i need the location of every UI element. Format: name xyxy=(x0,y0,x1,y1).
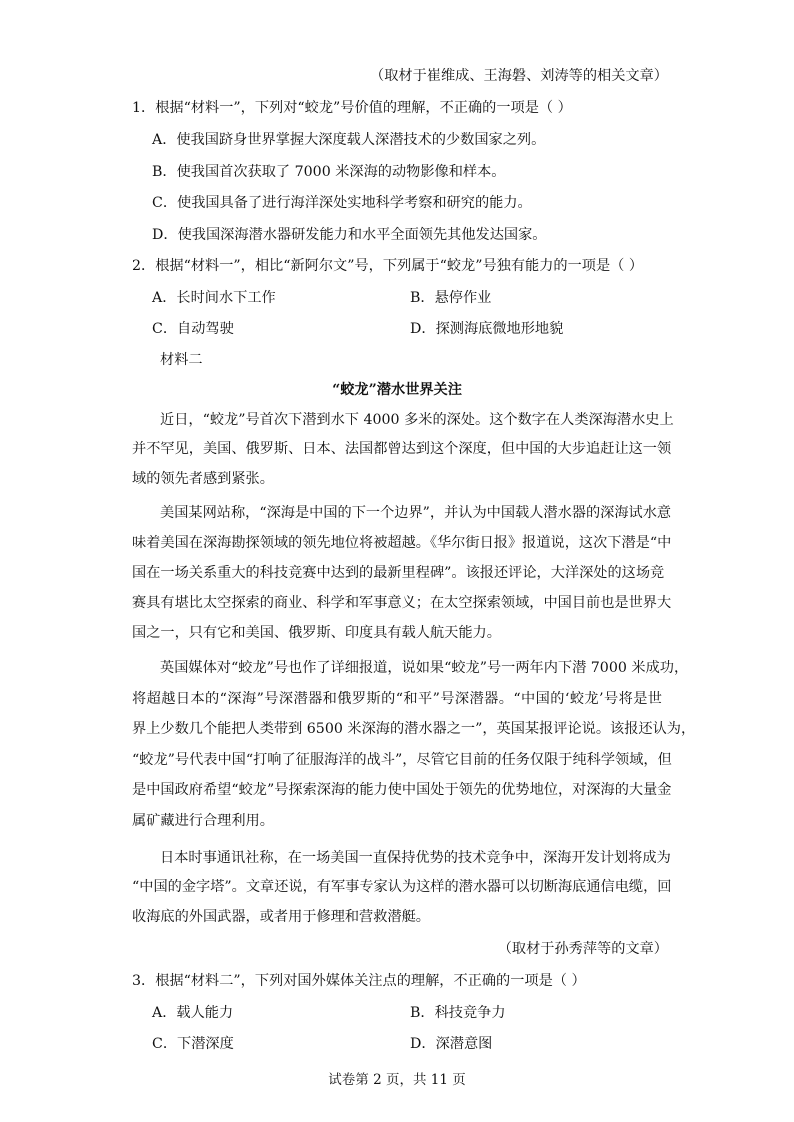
question-3-option-c[interactable]: C．下潜深度 xyxy=(152,1036,234,1052)
paragraph-1-line: 并不罕见，美国、俄罗斯、日本、法国都曾达到这个深度，但中国的大步追赶让这一领 xyxy=(132,441,672,457)
question-2-stem: 2．根据“材料一”，相比“新阿尔文”号，下列属于“蛟龙”号独有能力的一项是（ ） xyxy=(132,258,644,274)
question-3-option-b[interactable]: B．科技竞争力 xyxy=(410,1005,506,1021)
source-citation-2: （取材于孙秀萍等的文章） xyxy=(497,941,668,957)
paragraph-1-line: 域的领先者感到紧张。 xyxy=(132,471,274,487)
paragraph-3-line: “蛟龙”号代表中国“打响了征服海洋的战斗”，尽管它目前的任务仅限于纯科学领域，但 xyxy=(132,752,672,768)
paragraph-4-line: 日本时事通讯社称，在一场美国一直保持优势的技术竞争中，深海开发计划将成为 xyxy=(160,850,671,866)
paragraph-2-line: 赛具有堪比太空探索的商业、科学和军事意义；在太空探索领域，中国目前也是世界大 xyxy=(132,595,672,611)
question-1-option-a[interactable]: A．使我国跻身世界掌握大深度载人深潜技术的少数国家之列。 xyxy=(152,132,546,148)
paragraph-2-line: 味着美国在深海勘探领域的领先地位将被超越。《华尔街日报》报道说，这次下潜是“中 xyxy=(132,535,672,551)
question-2-option-a[interactable]: A．长时间水下工作 xyxy=(152,290,276,306)
paragraph-3-line: 是中国政府希望“蛟龙”号探索深海的能力使中国处于领先的优势地位，对深海的大量金 xyxy=(132,782,672,798)
question-1-option-d[interactable]: D．使我国深海潜水器研发能力和水平全面领先其他发达国家。 xyxy=(152,227,547,243)
source-citation-1: （取材于崔维成、王海磐、刘涛等的相关文章） xyxy=(370,68,668,84)
material-2-label: 材料二 xyxy=(160,352,203,368)
question-2-option-b[interactable]: B．悬停作业 xyxy=(410,290,492,306)
paragraph-2-line: 国之一，只有它和美国、俄罗斯、印度具有载人航天能力。 xyxy=(132,625,501,641)
question-1-option-c[interactable]: C．使我国具备了进行海洋深处实地科学考察和研究的能力。 xyxy=(152,195,532,211)
material-2-title: “蛟龙”潜水世界关注 xyxy=(332,382,462,398)
question-3-stem: 3．根据“材料二”，下列对国外媒体关注点的理解，不正确的一项是（ ） xyxy=(132,973,586,989)
question-3-option-d[interactable]: D．深潜意图 xyxy=(410,1036,493,1052)
question-2-option-d[interactable]: D．探测海底微地形地貌 xyxy=(410,321,564,337)
paragraph-3-line: 将超越日本的“深海”号深潜器和俄罗斯的“和平”号深潜器。“中国的‘蛟龙’号将是世 xyxy=(132,691,662,707)
paragraph-3-line: 属矿藏进行合理利用。 xyxy=(132,813,274,829)
question-1-option-b[interactable]: B．使我国首次获取了 7000 米深海的动物影像和样本。 xyxy=(152,164,506,180)
paragraph-2-line: 国在一场关系重大的科技竞赛中达到的最新里程碑”。该报还评论，大洋深处的这场竞 xyxy=(132,565,665,581)
paragraph-3-line: 英国媒体对“蛟龙”号也作了详细报道，说如果“蛟龙”号一两年内下潜 7000 米成功， xyxy=(160,660,689,676)
question-2-option-c[interactable]: C．自动驾驶 xyxy=(152,321,234,337)
paragraph-4-line: “中国的金字塔”。文章还说，有军事专家认为这样的潜水器可以切断海底通信电缆，回 xyxy=(132,879,672,895)
page-footer: 试卷第 2 页，共 11 页 xyxy=(328,1072,466,1088)
paragraph-4-line: 收海底的外国武器，或者用于修理和营救潜艇。 xyxy=(132,909,430,925)
question-1-stem: 1．根据“材料一”，下列对“蛟龙”号价值的理解，不正确的一项是（ ） xyxy=(132,100,572,116)
question-3-option-a[interactable]: A．载人能力 xyxy=(152,1005,234,1021)
paragraph-1-line: 近日，“蛟龙”号首次下潜到水下 4000 多米的深处。这个数字在人类深海潜水史上 xyxy=(160,412,674,428)
paragraph-3-line: 界上少数几个能把人类带到 6500 米深海的潜水器之一”，英国某报评论说。该报还认为， xyxy=(132,721,696,737)
paragraph-2-line: 美国某网站称，“深海是中国的下一个边界”，并认为中国载人潜水器的深海试水意 xyxy=(160,505,672,521)
